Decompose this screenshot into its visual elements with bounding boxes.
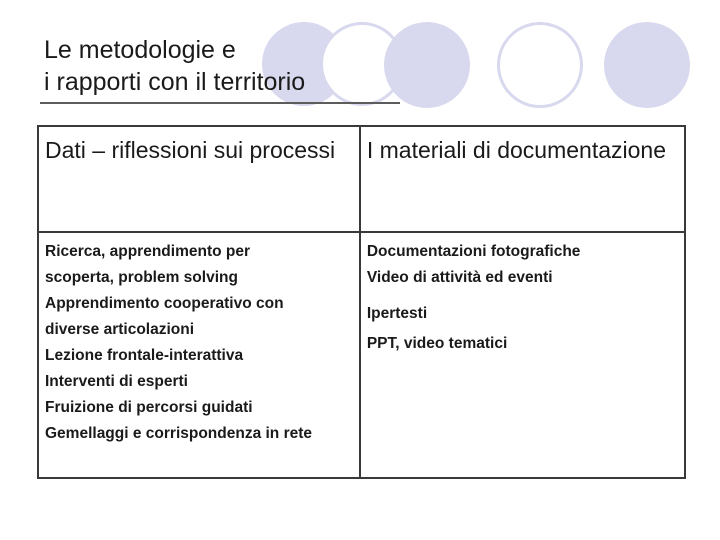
- header-text: I materiali di documentazione: [366, 137, 667, 163]
- list-item: Documentazioni fotografiche: [366, 243, 581, 260]
- circle-decoration: [497, 22, 583, 108]
- list-item: Gemellaggi e corrispondenza in rete: [45, 425, 313, 442]
- list-item: PPT, video tematici: [366, 335, 508, 352]
- list-item: Fruizione di percorsi guidati: [45, 399, 253, 416]
- body-cell-left: [38, 232, 360, 478]
- title-line-1: Le metodologie e: [44, 36, 236, 64]
- list-item: Video di attività ed eventi: [366, 269, 553, 286]
- circle-decoration: [384, 22, 470, 108]
- header-cell-right: [360, 126, 685, 232]
- table-header-row: [38, 126, 685, 232]
- slide-title: [44, 34, 305, 98]
- list-item: diverse articolazioni: [45, 321, 195, 338]
- body-cell-right: [360, 232, 685, 478]
- materials-list: [361, 233, 684, 357]
- title-line-2: i rapporti con il territorio: [44, 68, 306, 96]
- content-table: [37, 125, 686, 479]
- methods-list: [39, 233, 359, 447]
- list-item: Interventi di esperti: [45, 373, 188, 390]
- list-item: scoperta, problem solving: [45, 269, 238, 286]
- list-item: Lezione frontale-interattiva: [45, 347, 244, 364]
- table-body-row: [38, 232, 685, 478]
- list-item: Ipertesti: [366, 305, 428, 322]
- circle-decoration: [604, 22, 690, 108]
- list-item: Apprendimento cooperativo con: [45, 295, 284, 312]
- title-underline: [40, 102, 400, 104]
- header-cell-left: [38, 126, 360, 232]
- list-item: Ricerca, apprendimento per: [45, 243, 251, 260]
- header-text: Dati – riflessioni sui processi: [45, 137, 336, 163]
